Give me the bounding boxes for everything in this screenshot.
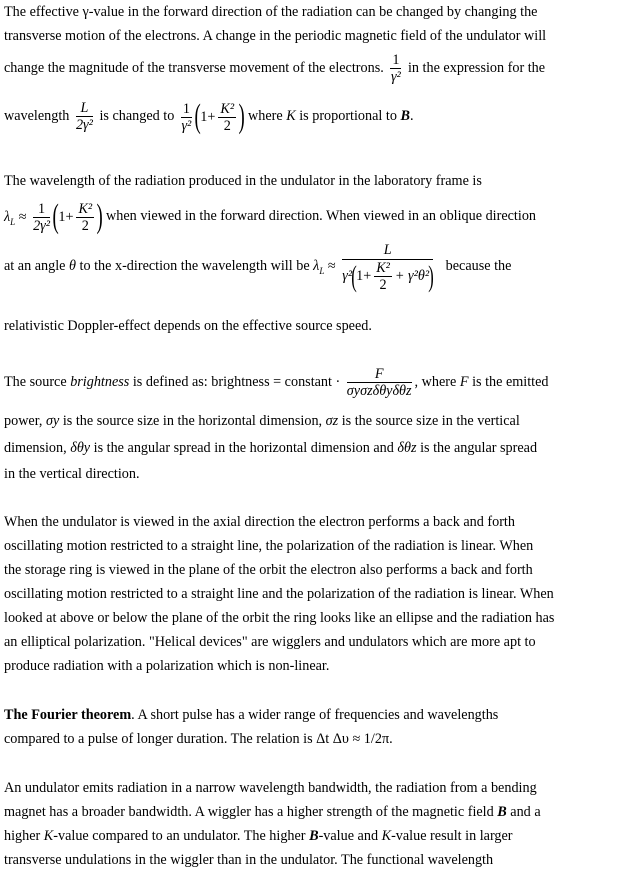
right-paren: ) xyxy=(238,98,245,136)
dtheta-y-symbol: δθy xyxy=(70,440,91,456)
theta-symbol: θ xyxy=(69,258,76,274)
frac-num: L xyxy=(76,100,93,117)
frac-den: 2γ² xyxy=(75,117,93,134)
p6-and-a: and a xyxy=(510,804,541,820)
p6-higher: higher xyxy=(4,828,41,844)
p1-proportional: is proportional to xyxy=(299,108,397,124)
p1-where: where xyxy=(247,108,283,124)
frac-1-over-2gamma2 xyxy=(33,201,50,234)
dtheta-z-symbol: δθz xyxy=(397,440,417,456)
p2-at-angle: at an angle xyxy=(4,258,66,274)
sigma-z-symbol: σz xyxy=(325,413,339,429)
p1-wavelength-word: wavelength xyxy=(4,108,70,124)
oblique-fraction xyxy=(342,241,433,293)
oblique-wavelength-formula xyxy=(313,240,436,293)
right-paren: ) xyxy=(96,198,103,236)
uncertainty-relation: Δt Δυ ≈ 1/2π. xyxy=(316,731,393,747)
frac-k2-over-2 xyxy=(76,201,94,234)
brightness-fraction xyxy=(347,366,412,399)
frac-num: 1 xyxy=(182,100,190,117)
left-paren: ( xyxy=(52,198,59,236)
lambda-symbol: λ xyxy=(313,258,320,275)
p6-compared: -value compared to an undulator. The higher xyxy=(53,828,306,844)
frac-num: F xyxy=(347,366,412,383)
p3-the-source: The source xyxy=(4,374,67,390)
p5-line-2 xyxy=(4,727,393,751)
frac-num: L xyxy=(342,241,433,260)
p2-line-2-text: when viewed in the forward direction. When viewed in an oblique direction xyxy=(106,208,537,224)
forward-wavelength-formula xyxy=(4,197,103,237)
p4-line-5: looked at above or below the plane of the orbit the ring looks like an ellipse and the radiation has xyxy=(4,610,555,626)
lambda-symbol: λ xyxy=(4,208,11,225)
left-paren: ( xyxy=(351,259,357,293)
p6-result: -value result in larger xyxy=(391,828,513,844)
p2-oblique-text: to the x-direction the wavelength will be xyxy=(79,258,310,274)
p6-b-symbol-2: B xyxy=(309,828,319,844)
p5-relation-text: compared to a pulse of longer duration. The relation is xyxy=(4,731,313,747)
one-plus: 1+ xyxy=(58,208,74,225)
right-paren: ) xyxy=(428,259,434,293)
lambda-subscript: L xyxy=(10,216,16,227)
p4-line-1: When the undulator is viewed in the axial direction the electron performs a back and forth xyxy=(4,514,515,530)
one-plus: 1+ xyxy=(200,108,216,125)
p1-line-3-tail: in the expression for the xyxy=(407,60,546,76)
p3-line-2 xyxy=(4,409,520,433)
inverse-gamma-squared xyxy=(390,52,401,85)
frac-k2-over-2 xyxy=(374,260,392,293)
p4-line-2: oscillating motion restricted to a straight line, the polarization of the radiation is linear. When xyxy=(4,538,534,554)
p1-line-2: transverse motion of the electrons. A change in the periodic magnetic field of the undulator will xyxy=(4,28,547,44)
p1-line-3-text: change the magnitude of the transverse movement of the electrons. xyxy=(4,60,384,76)
p3-angular-spread: is the angular spread xyxy=(420,440,538,456)
lambda-subscript: L xyxy=(319,266,325,277)
p2-line-1: The wavelength of the radiation produced in the undulator in the laboratory frame is xyxy=(4,173,482,189)
p3-brightness: brightness xyxy=(70,374,130,390)
p1-line-1: The effective γ-value in the forward direction of the radiation can be changed by changing the xyxy=(4,4,538,20)
p1-line-4 xyxy=(4,96,414,137)
p2-line-4: relativistic Doppler-effect depends on the effective source speed. xyxy=(4,318,372,334)
p4-line-4: oscillating motion restricted to a straight line and the polarization of the radiation is linear. When xyxy=(4,586,554,602)
modified-gamma-expression xyxy=(178,97,245,137)
fourier-heading: The Fourier theorem xyxy=(4,707,132,723)
p3-line-3 xyxy=(4,436,537,460)
p3-power: power, xyxy=(4,413,43,429)
p3-dimension: dimension, xyxy=(4,440,67,456)
p2-because: because the xyxy=(445,258,512,274)
p1-period: . xyxy=(409,108,414,124)
p6-line-4: transverse undulations in the wiggler than in the undulator. The functional wavelength xyxy=(4,852,494,868)
p6-b-symbol: B xyxy=(497,804,507,820)
frac-num: 1 xyxy=(33,201,50,218)
p6-line-3 xyxy=(4,824,513,848)
p6-k-symbol-1: K xyxy=(43,828,54,844)
p6-line-2 xyxy=(4,800,541,824)
approx-sign: ≈ xyxy=(327,258,336,275)
p5-line-1-text: . A short pulse has a wider range of frequencies and wavelengths xyxy=(131,707,499,723)
frac-den: σyσzδθyδθz xyxy=(346,383,412,400)
p3-line-1 xyxy=(4,360,549,404)
sigma-y-symbol: σy xyxy=(45,413,60,429)
frac-den: 2 xyxy=(81,217,89,234)
p2-line-2 xyxy=(4,196,536,237)
den-gamma: γ² xyxy=(342,267,353,284)
gamma-theta-term: + γ²θ² xyxy=(394,267,430,284)
left-paren: ( xyxy=(194,98,201,136)
p4-line-3: the storage ring is viewed in the plane of the orbit the electron also performs a back and forth xyxy=(4,562,533,578)
frac-den: 2γ² xyxy=(33,217,51,234)
p3-angular-horizontal: is the angular spread in the horizontal dimension and xyxy=(93,440,394,456)
frac-num: K² xyxy=(78,200,93,217)
p1-b-symbol: B xyxy=(400,108,410,124)
wavelength-fraction xyxy=(76,100,93,133)
p1-changed-to: is changed to xyxy=(99,108,175,124)
frac-den: γ² xyxy=(181,117,192,134)
frac-den xyxy=(342,260,433,293)
frac-k2-over-2 xyxy=(218,101,236,134)
p3-horizontal-size: is the source size in the horizontal dimension, xyxy=(62,413,323,429)
frac-den: 2 xyxy=(223,117,231,134)
p4-line-6: an elliptical polarization. "Helical devices" are wigglers and undulators which are more apt to xyxy=(4,634,536,650)
p6-k-symbol-2: K xyxy=(381,828,392,844)
p2-line-3 xyxy=(4,240,511,293)
p6-line-2-text: magnet has a broader bandwidth. A wiggler has a higher strength of the magnetic field xyxy=(4,804,494,820)
one-plus: 1+ xyxy=(356,267,372,284)
p3-emitted: is the emitted xyxy=(472,374,549,390)
p1-k-symbol: K xyxy=(286,108,296,124)
p6-line-1: An undulator emits radiation in a narrow wavelength bandwidth, the radiation from a bending xyxy=(4,780,537,796)
frac-1-over-gamma2 xyxy=(181,101,192,134)
p1-line-3 xyxy=(4,50,545,86)
p3-f-symbol: F xyxy=(459,374,469,390)
p3-vertical-size: is the source size in the vertical xyxy=(341,413,520,429)
p3-defined-as: is defined as: brightness = constant · xyxy=(132,374,341,390)
p4-line-7: produce radiation with a polarization which is non-linear. xyxy=(4,658,330,674)
p5-line-1 xyxy=(4,703,498,727)
frac-den: 2 xyxy=(379,277,387,294)
frac-num: K² xyxy=(376,260,390,277)
frac-num: K² xyxy=(220,100,235,117)
p6-value-and: -value and xyxy=(318,828,379,844)
approx-sign: ≈ xyxy=(18,208,27,225)
p3-where: , where xyxy=(414,374,457,390)
frac-num: 1 xyxy=(392,52,400,69)
p3-line-4: in the vertical direction. xyxy=(4,466,140,482)
frac-den: γ² xyxy=(390,69,401,86)
